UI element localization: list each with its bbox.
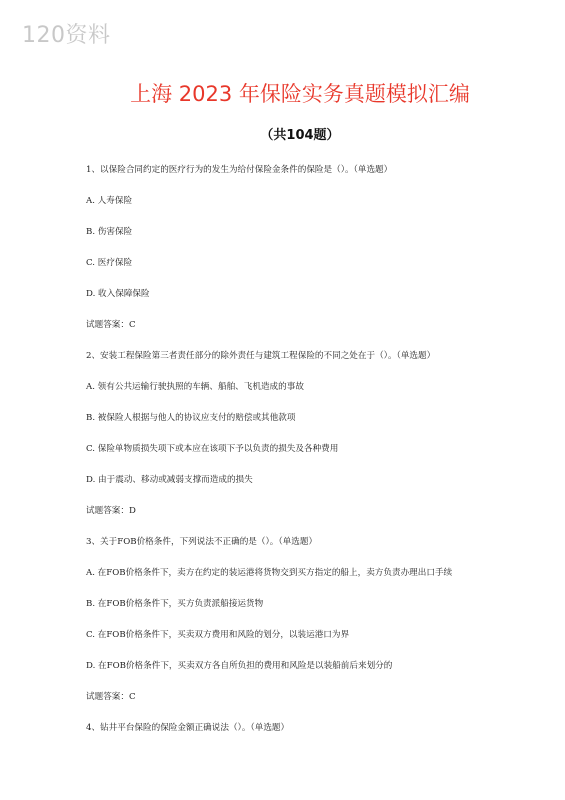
question-2-answer: 试题答案：D [86, 506, 136, 516]
question-list [86, 164, 486, 753]
page-title: 上海 2023 年保险实务真题模拟汇编 [130, 82, 470, 106]
watermark: 120资料 [22, 23, 111, 48]
question-2-option-b: B. 被保险人根据与他人的协议应支付的赔偿或其他款项 [86, 413, 296, 423]
question-2-option-a: A. 领有公共运输行驶执照的车辆、船舶、飞机造成的事故 [86, 382, 304, 392]
page-subtitle: （共104题） [260, 128, 340, 143]
question-1-option-b: B. 伤害保险 [86, 227, 133, 237]
question-3-stem: 3、关于FOB价格条件，下列说法不正确的是（）。（单选题） [86, 537, 318, 547]
question-3-option-b: B. 在FOB价格条件下，买方负责派船接运货物 [86, 599, 264, 609]
question-4-stem: 4、钻井平台保险的保险金额正确说法（）。（单选题） [86, 723, 290, 733]
question-1-option-c: C. 医疗保险 [86, 258, 133, 268]
question-2-option-c: C. 保险单物质损失项下或本应在该项下予以负责的损失及各种费用 [86, 444, 339, 454]
question-3-option-d: D. 在FOB价格条件下，买卖双方各自所负担的费用和风险是以装船前后来划分的 [86, 661, 393, 671]
question-1-stem: 1、以保险合同约定的医疗行为的发生为给付保险金条件的保险是（）。（单选题） [86, 165, 393, 175]
question-1-option-d: D. 收入保障保险 [86, 289, 150, 299]
question-3-option-c: C. 在FOB价格条件下，买卖双方费用和风险的划分，以装运港口为界 [86, 630, 350, 640]
question-1-answer: 试题答案：C [86, 320, 136, 330]
question-1-option-a: A. 人寿保险 [86, 196, 133, 206]
question-2-stem: 2、安装工程保险第三者责任部分的除外责任与建筑工程保险的不同之处在于（）。（单选题） [86, 351, 436, 361]
question-3-answer: 试题答案：C [86, 692, 136, 702]
question-2-option-d: D. 由于震动、移动或减弱支撑而造成的损失 [86, 475, 253, 485]
question-3-option-a: A. 在FOB价格条件下，卖方在约定的装运港将货物交到买方指定的船上，卖方负责办理出口手续 [86, 568, 453, 578]
